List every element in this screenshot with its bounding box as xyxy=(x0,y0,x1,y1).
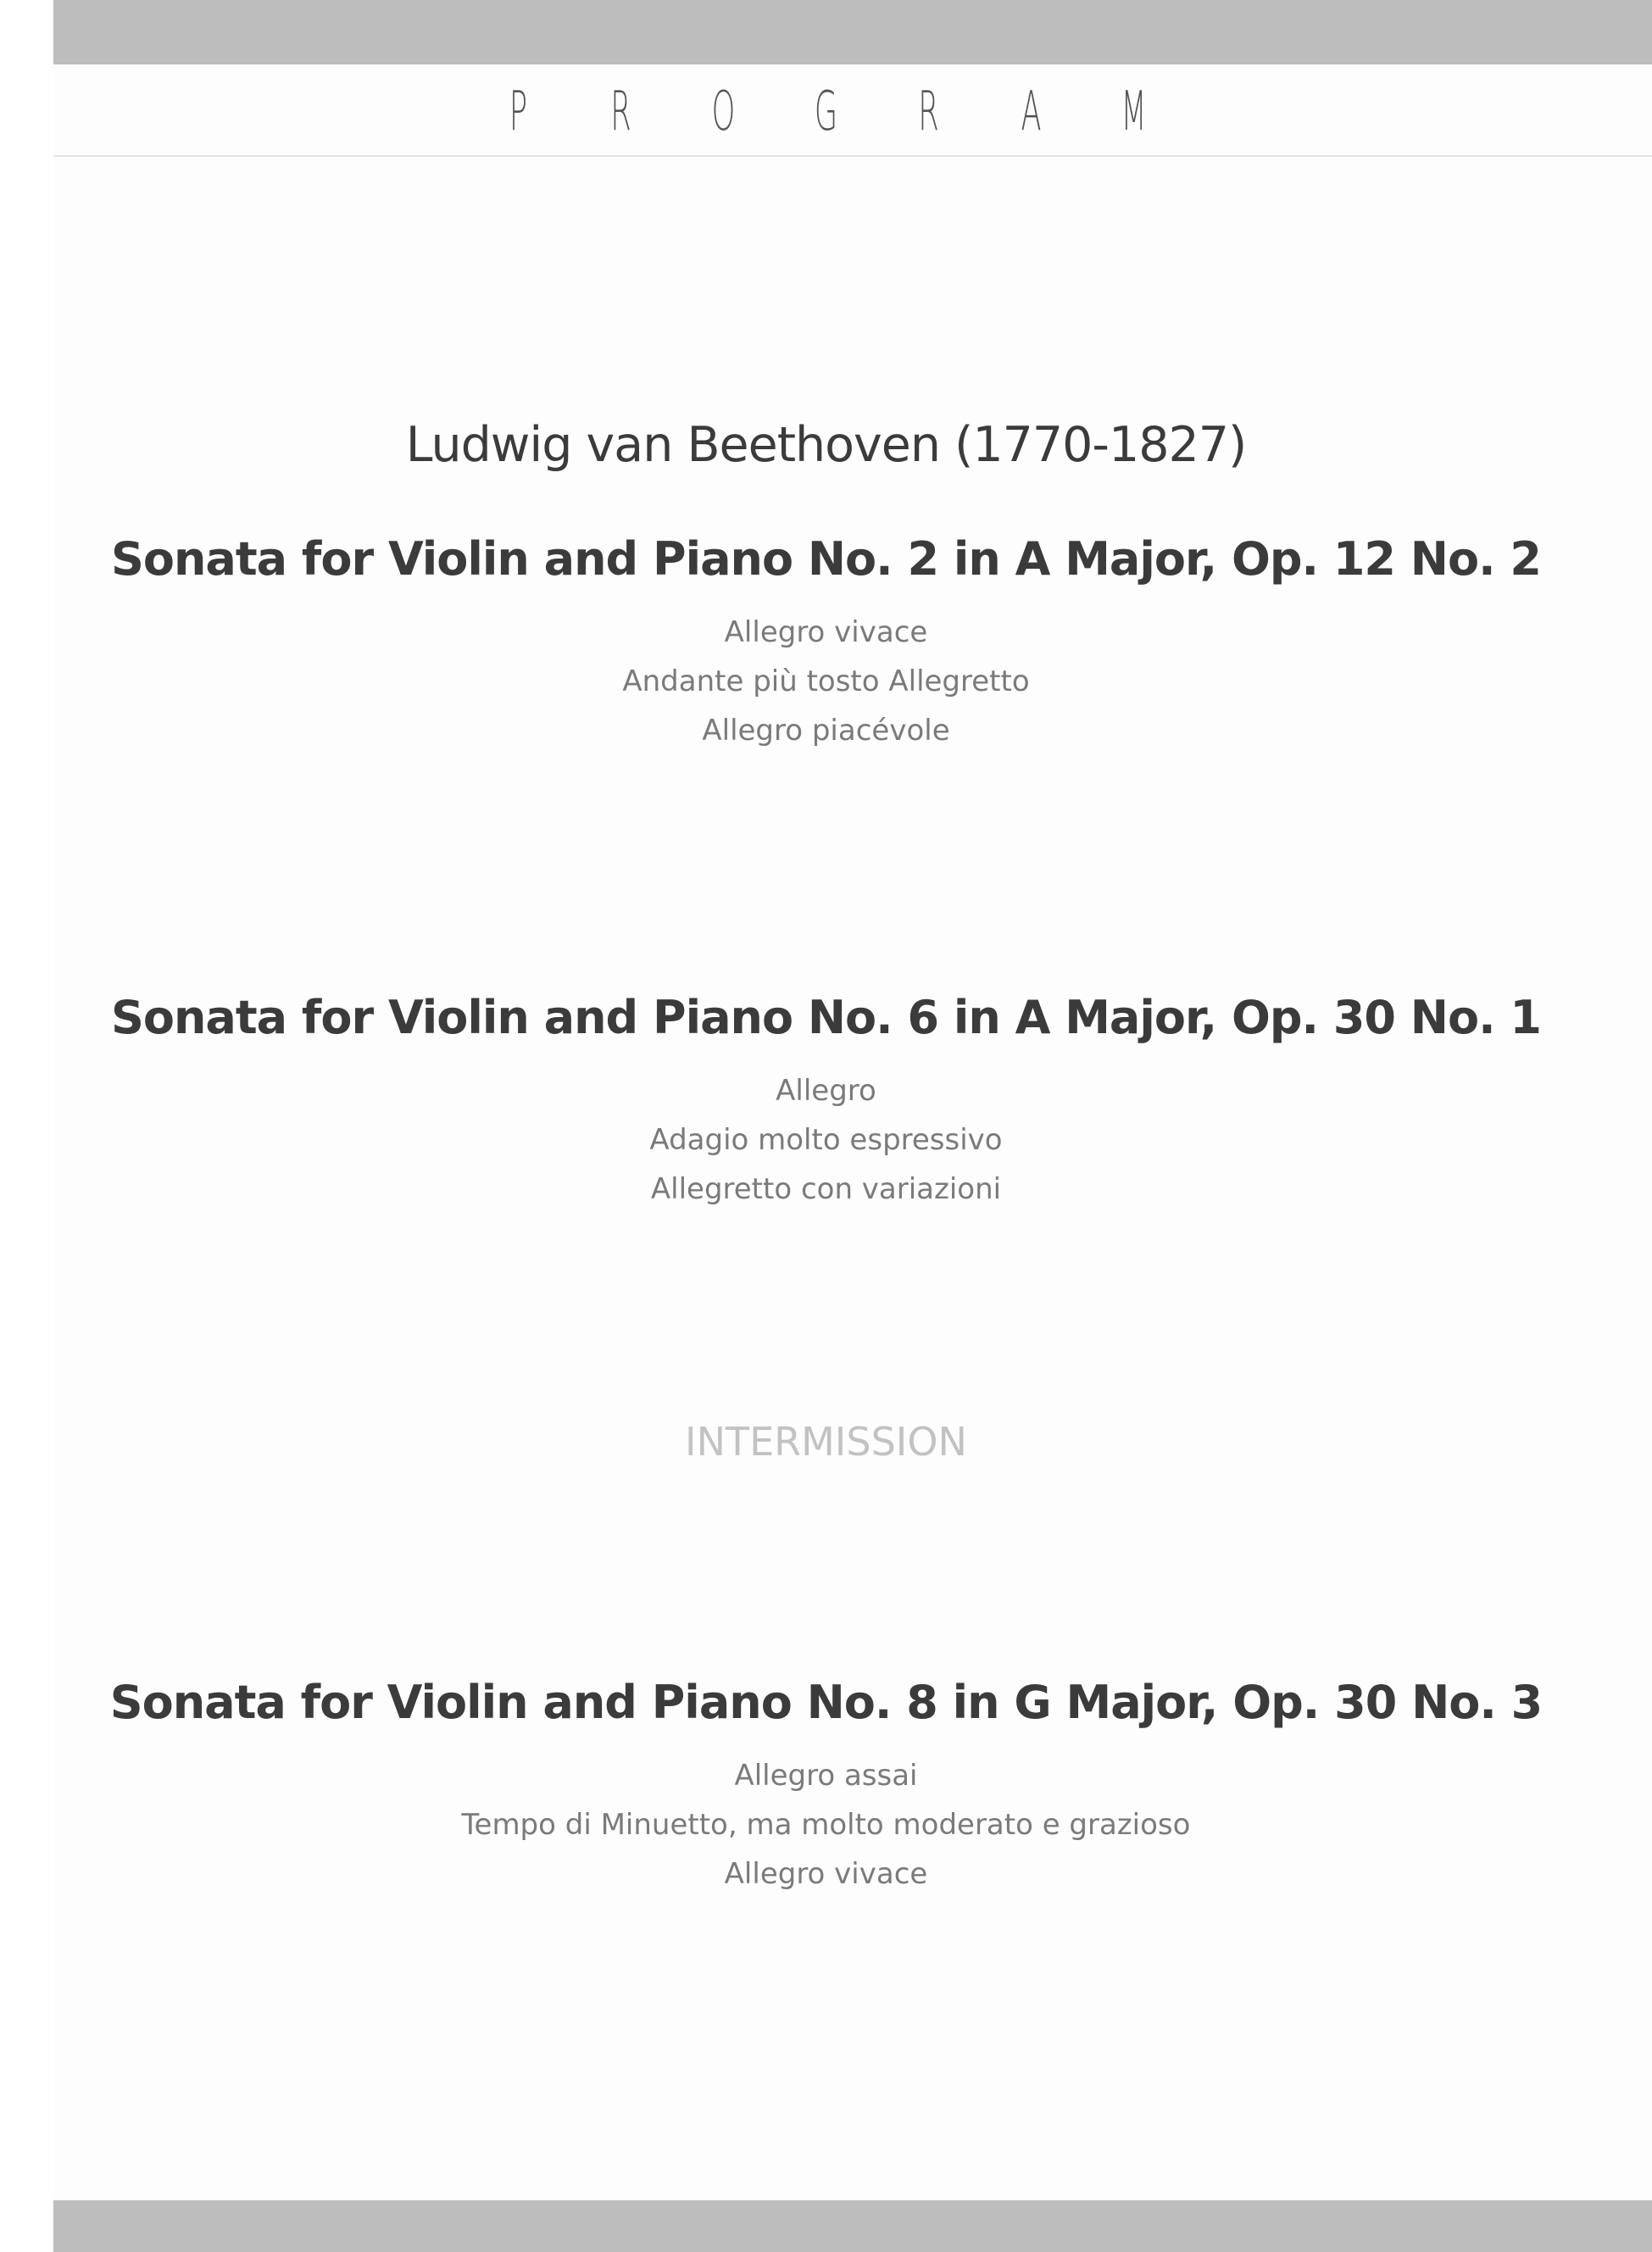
top-band xyxy=(53,0,1652,64)
movement-list xyxy=(53,1066,1599,1214)
work-1 xyxy=(53,530,1599,755)
header-divider xyxy=(53,155,1652,157)
program-letter: R xyxy=(918,81,939,143)
movement: Tempo di Minuetto, ma molto moderato e grazioso xyxy=(461,1808,1191,1842)
program-letter: A xyxy=(1021,81,1042,143)
movement-list xyxy=(53,1751,1599,1899)
movement: Allegretto con variazioni xyxy=(650,1172,1002,1206)
program-letter: R xyxy=(610,81,631,143)
intermission-label: INTERMISSION xyxy=(685,1419,967,1465)
movement: Adagio molto espressivo xyxy=(649,1123,1003,1157)
movement: Allegro vivace xyxy=(724,615,928,649)
movement: Allegro vivace xyxy=(724,1857,928,1891)
work-title: Sonata for Violin and Piano No. 8 in G Major, Op. 30 No. 3 xyxy=(109,1676,1543,1729)
work-3 xyxy=(53,1673,1599,1899)
bottom-band xyxy=(53,2200,1652,2252)
movement: Allegro xyxy=(776,1074,876,1108)
work-title: Sonata for Violin and Piano No. 6 in A Major, Op. 30 No. 1 xyxy=(111,991,1541,1044)
work-2 xyxy=(53,988,1599,1214)
program-letter: G xyxy=(814,81,838,143)
program-letter: P xyxy=(509,81,528,143)
program-letter: M xyxy=(1121,81,1147,143)
movement: Allegro assai xyxy=(734,1759,918,1793)
program-page xyxy=(53,0,1652,2252)
program-heading xyxy=(53,71,1599,153)
movement: Andante più tosto Allegretto xyxy=(622,664,1030,698)
program-letter: O xyxy=(711,81,736,143)
composer-name: Ludwig van Beethoven (1770-1827) xyxy=(405,417,1247,473)
movement-list xyxy=(53,608,1599,755)
movement: Allegro piacévole xyxy=(702,714,950,748)
work-title: Sonata for Violin and Piano No. 2 in A Major, Op. 12 No. 2 xyxy=(111,532,1541,586)
